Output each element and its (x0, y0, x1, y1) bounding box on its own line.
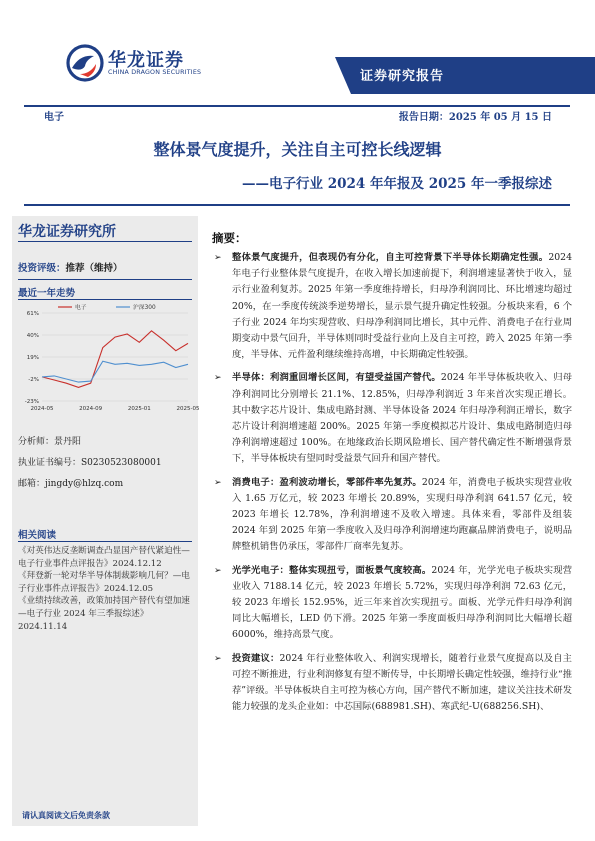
industry-label: 电子 (44, 112, 64, 123)
abstract-heading: 摘要： (212, 231, 247, 245)
disclaimer-note: 请认真阅读文后免责条款 (22, 810, 110, 820)
abstract-item-body: 2024 年半导体板块收入、归母净利润同比分别增长 21.1%、12.85%，归母净利润近 3 年来首次实现正增长。其中数字芯片设计、集成电路封测、半导体设备 2024 年归母净利润正增长，数字芯片设计利润增速超 200%。2025 年第一季度模拟芯片设计、集成电路制造归母净利润增速超过 100%。在地缘政治长期风险增长、国产替代确定性不断增强背景下，半导体板块有望同时受益景气回升和国产替代。 (232, 372, 572, 465)
report-type-label: 证券研究报告 (360, 69, 445, 84)
analyst-email: 邮箱：jingdy@hlzq.com (18, 479, 124, 489)
sidebar-divider (18, 299, 192, 300)
x-tick-label: 2025-05 (176, 406, 200, 412)
related-item[interactable]: 《拜登新一轮对华半导体制裁影响几何？—电子行业事件点评报告》2024.12.05 (18, 571, 190, 594)
logo-text-cn: 华龙证券 (108, 50, 184, 71)
y-tick-label: -23% (24, 399, 39, 405)
bullet-arrow-icon: ➢ (214, 253, 222, 263)
abstract-item (212, 651, 572, 716)
abstract-item-body: 2024 年电子行业整体景气度提升，在收入增长加速前提下，利润增速显著快于收入，显示行业盈利复苏。2025 年第一季度维持增长，归母净利润同比、环比增速均超过 20%，在一季度传统淡季逆势增长，显示景气提升确定性较强。分板块来看，6 个子行业 2024 年均实现营收、归母净利润同比增长，其中元件、消费电子在行业周期变动中景气回升，半导体则同时受益行业向上及自主可控，跨入 2025 年第一季度，半导体、元件盈利继续维持高增，中长期确定性较强。 (232, 252, 572, 361)
abstract-list (212, 250, 572, 722)
y-tick-label: 61% (26, 311, 39, 317)
abstract-item-body: 2024 年行业整体收入、利润实现增长，随着行业景气度提高以及自主可控不断推进，行业利润修复有望不断传导，中长期增长确定性较强，维持行业“推荐”评级。半导体板块自主可控为核心方向，国产替代不断加速，建议关注技术研发能力较强的龙头企业如：中芯国际(688981.SH)、寒武纪-U(688256.SH)、 (232, 652, 572, 713)
trend-heading: 最近一年走势 (18, 288, 76, 299)
x-tick-label: 2025-01 (127, 406, 151, 412)
bullet-arrow-icon: ➢ (214, 653, 222, 664)
y-tick-label: 40% (26, 333, 39, 339)
bullet-arrow-icon: ➢ (214, 565, 222, 576)
abstract-item-lead: 投资建议： (232, 652, 280, 664)
trend-chart (18, 301, 200, 416)
investment-rating (18, 260, 123, 274)
analyst-cert: 执业证书编号：S0230523080001 (18, 458, 162, 468)
y-tick-label: -2% (28, 377, 39, 383)
x-tick-label: 2024-05 (30, 406, 54, 412)
title-divider (24, 204, 570, 206)
company-logo (66, 44, 236, 84)
rating-label: 投资评级： (18, 263, 66, 274)
dragon-logo-icon (66, 44, 104, 82)
abstract-item-body: 2024 年，消费电子板块实现营业收入 1.65 万亿元，较 2023 年增长 20.89%，实现归母净利润 641.57 亿元，较 2023 年增长 12.78%，净利润增速不及收入增速。具体来看，零部件及组装 2024 年到 2025 年第一季度收入及归母净利润增速均跑赢品牌消费电子，说明品牌整机销售仍承压，零部件厂商率先复苏。 (232, 476, 572, 553)
sidebar-heading: 华龙证券研究所 (18, 224, 116, 240)
abstract-item (212, 250, 572, 363)
abstract-item-lead: 消费电子：盈利波动增长，零部件率先复苏。 (232, 476, 422, 488)
rating-value: 推荐（维持） (65, 263, 123, 274)
legend-label: 电子 (75, 305, 87, 311)
abstract-item (212, 563, 572, 644)
analyst-name: 分析师：景丹阳 (18, 437, 82, 447)
report-date: 报告日期：2025 年 05 月 15 日 (398, 112, 552, 123)
sidebar-divider (18, 279, 192, 280)
report-subtitle: ——电子行业 2024 年年报及 2025 年一季报综述 (242, 176, 552, 192)
header-divider (24, 105, 570, 107)
x-tick-label: 2024-09 (79, 406, 103, 412)
bullet-arrow-icon: ➢ (214, 373, 222, 384)
abstract-item (212, 370, 572, 467)
abstract-item-body: 2024 年，光学光电子板块实现营业收入 7188.14 亿元，较 2023 年增长 5.72%，实现归母净利润 72.63 亿元，较 2023 年增长 152.95%，近三年来首次实现扭亏。面板、光学元件归母净利润同比大幅增长，LED 仍下滑。2025 年第一季度面板归母净利润同比大幅增长超 6000%，维持高景气度。 (232, 564, 572, 641)
legend-label: 沪深300 (133, 305, 156, 311)
related-item[interactable]: 《对英伟达反垄断调查凸显国产替代紧迫性—电子行业事件点评报告》2024.12.12 (18, 546, 190, 569)
related-heading: 相关阅读 (18, 530, 57, 541)
related-item[interactable]: 《业绩持续改善，政策加持国产替代有望加速—电子行业 2024 年三季报综述》2024.11.14 (18, 596, 190, 632)
sidebar-divider (18, 541, 192, 542)
y-tick-label: 19% (26, 355, 39, 361)
abstract-item-lead: 光学光电子：整体实现扭亏，面板景气度较高。 (232, 564, 432, 576)
report-title: 整体景气度提升，关注自主可控长线逻辑 (153, 140, 442, 159)
abstract-item (212, 475, 572, 556)
sidebar-divider (18, 241, 192, 242)
abstract-item-lead: 半导体：利润重回增长区间，有望受益国产替代。 (232, 372, 441, 384)
logo-text-en: CHINA DRAGON SECURITIES (108, 69, 202, 76)
bullet-arrow-icon: ➢ (214, 477, 222, 488)
abstract-item-lead: 整体景气度提升，但表现仍有分化，自主可控背景下半导体长期确定性强。 (232, 252, 549, 263)
related-list (18, 545, 194, 633)
